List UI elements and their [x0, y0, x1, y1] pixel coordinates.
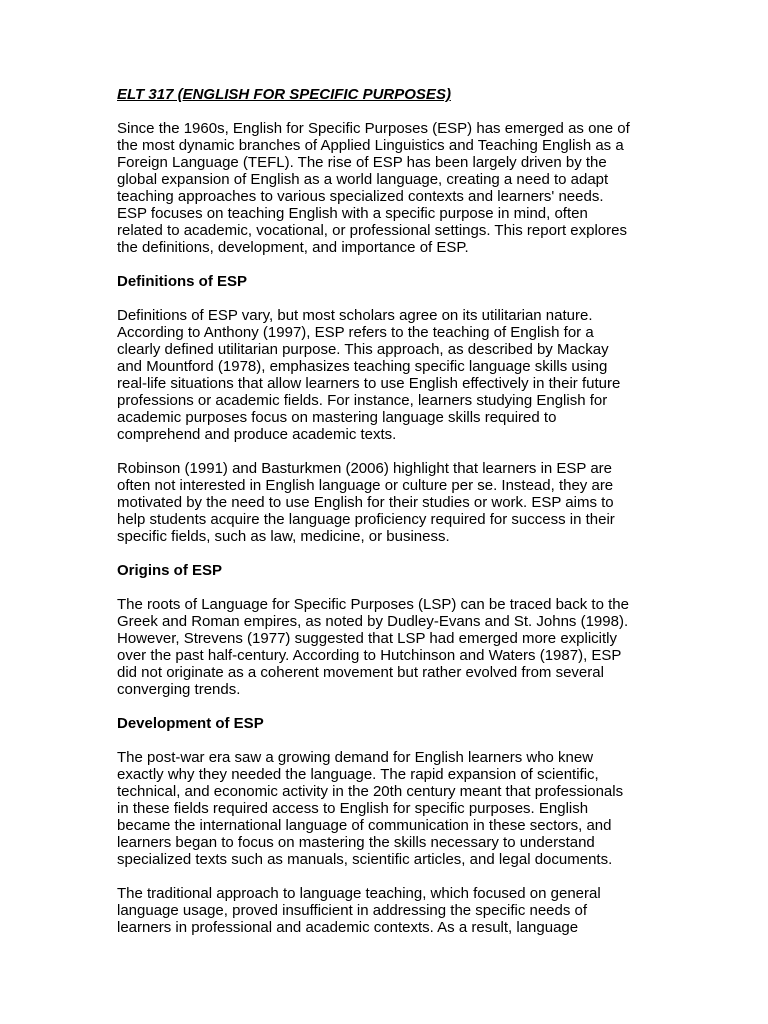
- paragraph-line: and Mountford (1978), emphasizes teaching specific language skills using: [117, 358, 608, 375]
- paragraph-line: Since the 1960s, English for Specific Purposes (ESP) has emerged as one of: [117, 120, 630, 137]
- intro-paragraph: [117, 120, 662, 256]
- paragraph-line: clearly defined utilitarian purpose. This approach, as described by Mackay: [117, 341, 609, 358]
- paragraph-line: the definitions, development, and importance of ESP.: [117, 239, 469, 256]
- paragraph-line: learners in professional and academic contexts. As a result, language: [117, 919, 579, 936]
- section-heading-origins: Origins of ESP: [117, 562, 223, 579]
- paragraph-line: did not originate as a coherent movement but rather evolved from several: [117, 664, 604, 681]
- paragraph-line: specific fields, such as law, medicine, or business.: [117, 528, 450, 545]
- paragraph-line: global expansion of English as a world language, creating a need to adapt: [117, 171, 609, 188]
- paragraph-line: motivated by the need to use English for their studies or work. ESP aims to: [117, 494, 614, 511]
- paragraph-line: over the past half-century. According to Hutchinson and Waters (1987), ESP: [117, 647, 622, 664]
- paragraph-line: technical, and economic activity in the 20th century meant that professionals: [117, 783, 624, 800]
- paragraph-line: academic purposes focus on mastering language skills required to: [117, 409, 557, 426]
- paragraph-line: related to academic, vocational, or professional settings. This report explores: [117, 222, 627, 239]
- origins-paragraph: [117, 596, 662, 698]
- document-title: ELT 317 (ENGLISH FOR SPECIFIC PURPOSES): [117, 86, 451, 103]
- paragraph-line: often not interested in English language or culture per se. Instead, they are: [117, 477, 614, 494]
- development-paragraph-1: [117, 749, 662, 868]
- paragraph-line: ESP focuses on teaching English with a specific purpose in mind, often: [117, 205, 588, 222]
- document-body: [117, 86, 662, 953]
- paragraph-line: However, Strevens (1977) suggested that LSP had emerged more explicitly: [117, 630, 617, 647]
- paragraph-line: exactly why they needed the language. The rapid expansion of scientific,: [117, 766, 599, 783]
- definitions-paragraph-2: [117, 460, 662, 545]
- paragraph-line: the most dynamic branches of Applied Linguistics and Teaching English as a: [117, 137, 624, 154]
- paragraph-line: The roots of Language for Specific Purposes (LSP) can be traced back to the: [117, 596, 629, 613]
- paragraph-line: The traditional approach to language teaching, which focused on general: [117, 885, 601, 902]
- paragraph-line: in these fields required access to English for specific purposes. English: [117, 800, 589, 817]
- development-paragraph-2: [117, 885, 662, 936]
- paragraph-line: real-life situations that allow learners to use English effectively in their future: [117, 375, 621, 392]
- paragraph-line: The post-war era saw a growing demand for English learners who knew: [117, 749, 594, 766]
- paragraph-line: According to Anthony (1997), ESP refers to the teaching of English for a: [117, 324, 594, 341]
- paragraph-line: Robinson (1991) and Basturkmen (2006) highlight that learners in ESP are: [117, 460, 613, 477]
- paragraph-line: professions or academic fields. For instance, learners studying English for: [117, 392, 608, 409]
- paragraph-line: teaching approaches to various specialized contexts and learners' needs.: [117, 188, 604, 205]
- paragraph-line: comprehend and produce academic texts.: [117, 426, 397, 443]
- section-heading-development: Development of ESP: [117, 715, 264, 732]
- paragraph-line: Foreign Language (TEFL). The rise of ESP has been largely driven by the: [117, 154, 607, 171]
- paragraph-line: learners began to focus on mastering the skills necessary to understand: [117, 834, 595, 851]
- section-heading-definitions: Definitions of ESP: [117, 273, 248, 290]
- paragraph-line: language usage, proved insufficient in addressing the specific needs of: [117, 902, 588, 919]
- paragraph-line: specialized texts such as manuals, scientific articles, and legal documents.: [117, 851, 613, 868]
- definitions-paragraph-1: [117, 307, 662, 443]
- paragraph-line: help students acquire the language proficiency required for success in their: [117, 511, 615, 528]
- paragraph-line: Definitions of ESP vary, but most scholars agree on its utilitarian nature.: [117, 307, 593, 324]
- paragraph-line: became the international language of communication in these sectors, and: [117, 817, 612, 834]
- paragraph-line: Greek and Roman empires, as noted by Dudley-Evans and St. Johns (1998).: [117, 613, 629, 630]
- paragraph-line: converging trends.: [117, 681, 241, 698]
